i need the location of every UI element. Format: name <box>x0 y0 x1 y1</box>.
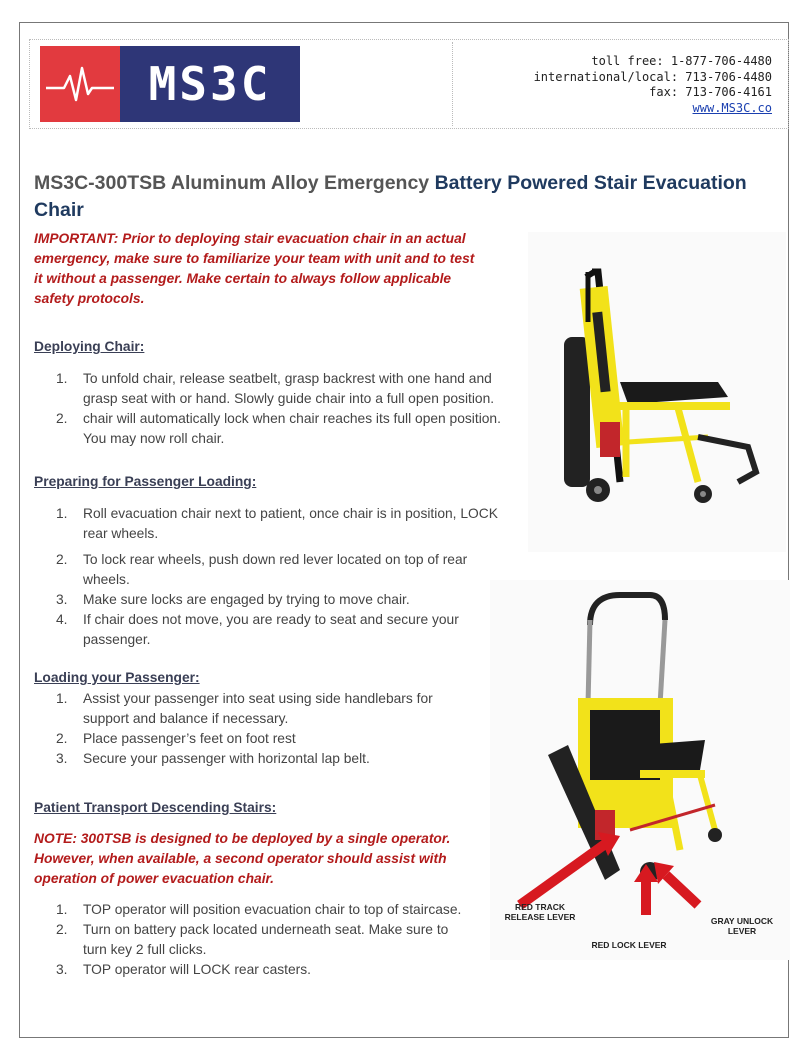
ms3c-logo <box>40 46 300 122</box>
heading-loading: Loading your Passenger: <box>34 670 200 685</box>
list-item: 2. To lock rear wheels, push down red lever located on top of rear wheels. <box>56 552 468 587</box>
list-item: 1. To unfold chair, release seatbelt, grasp backrest with one hand and grasp seat with or hand. Slowly guide chair into a full open position. <box>56 371 495 406</box>
operator-note: NOTE: 300TSB is designed to be deployed by a single operator. However, when available, a second operator should assist with operation of power evacuation chair. <box>34 831 451 886</box>
list-preparing <box>34 504 504 650</box>
chair-photo-side <box>528 232 786 552</box>
fax-number: fax: 713-706-4161 <box>649 85 772 99</box>
list-item: 1. Assist your passenger into seat using side handlebars for support and balance if necessary. <box>56 691 433 726</box>
toll-free-phone: toll free: 1-877-706-4480 <box>591 54 772 68</box>
callout-gray-unlock: GRAY UNLOCK LEVER <box>710 916 774 936</box>
heartbeat-icon <box>40 46 120 122</box>
list-item: 1. TOP operator will position evacuation chair to top of staircase. <box>56 902 462 917</box>
contact-info <box>534 54 772 116</box>
title-part-1: MS3C-300TSB Aluminum Alloy Emergency <box>34 172 435 194</box>
important-warning: IMPORTANT: Prior to deploying stair evacuation chair in an actual emergency, make sure to familiarize your team with unit and to test it without a passenger. Make certain to always follow applicable safety protocols. <box>34 231 475 306</box>
list-loading <box>34 689 454 769</box>
heading-preparing: Preparing for Passenger Loading: <box>34 474 257 489</box>
callout-red-lock: RED LOCK LEVER <box>591 940 667 950</box>
letterhead <box>29 39 789 129</box>
callout-red-track: RED TRACK RELEASE LEVER <box>504 902 576 922</box>
header-divider <box>452 42 453 126</box>
list-item: 4. If chair does not move, you are ready to seat and secure your passenger. <box>56 612 459 647</box>
local-phone: international/local: 713-706-4480 <box>533 69 772 84</box>
list-item: 2. chair will automatically lock when chair reaches its full open position. You may now roll chair. <box>56 411 501 446</box>
list-transport <box>34 900 464 980</box>
list-item: 3. Secure your passenger with horizontal lap belt. <box>56 751 370 766</box>
title-part-2: Battery Powered Stair Evacuation Chair <box>34 172 747 221</box>
heading-deploying: Deploying Chair: <box>34 339 145 354</box>
list-item: 3. Make sure locks are engaged by trying to move chair. <box>56 592 410 607</box>
page-title <box>34 170 754 224</box>
list-item: 1. Roll evacuation chair next to patient, once chair is in position, LOCK rear wheels. <box>56 506 498 541</box>
list-item: 3. TOP operator will LOCK rear casters. <box>56 962 311 977</box>
logo-wordmark: MS3C <box>120 46 300 122</box>
list-item: 2. Place passenger’s feet on foot rest <box>56 731 296 746</box>
list-deploying <box>34 369 524 449</box>
website-link[interactable]: www.MS3C.co <box>692 100 772 115</box>
heading-transport: Patient Transport Descending Stairs: <box>34 800 277 815</box>
list-item: 2. Turn on battery pack located underneath seat. Make sure to turn key 2 full clicks. <box>56 922 449 957</box>
